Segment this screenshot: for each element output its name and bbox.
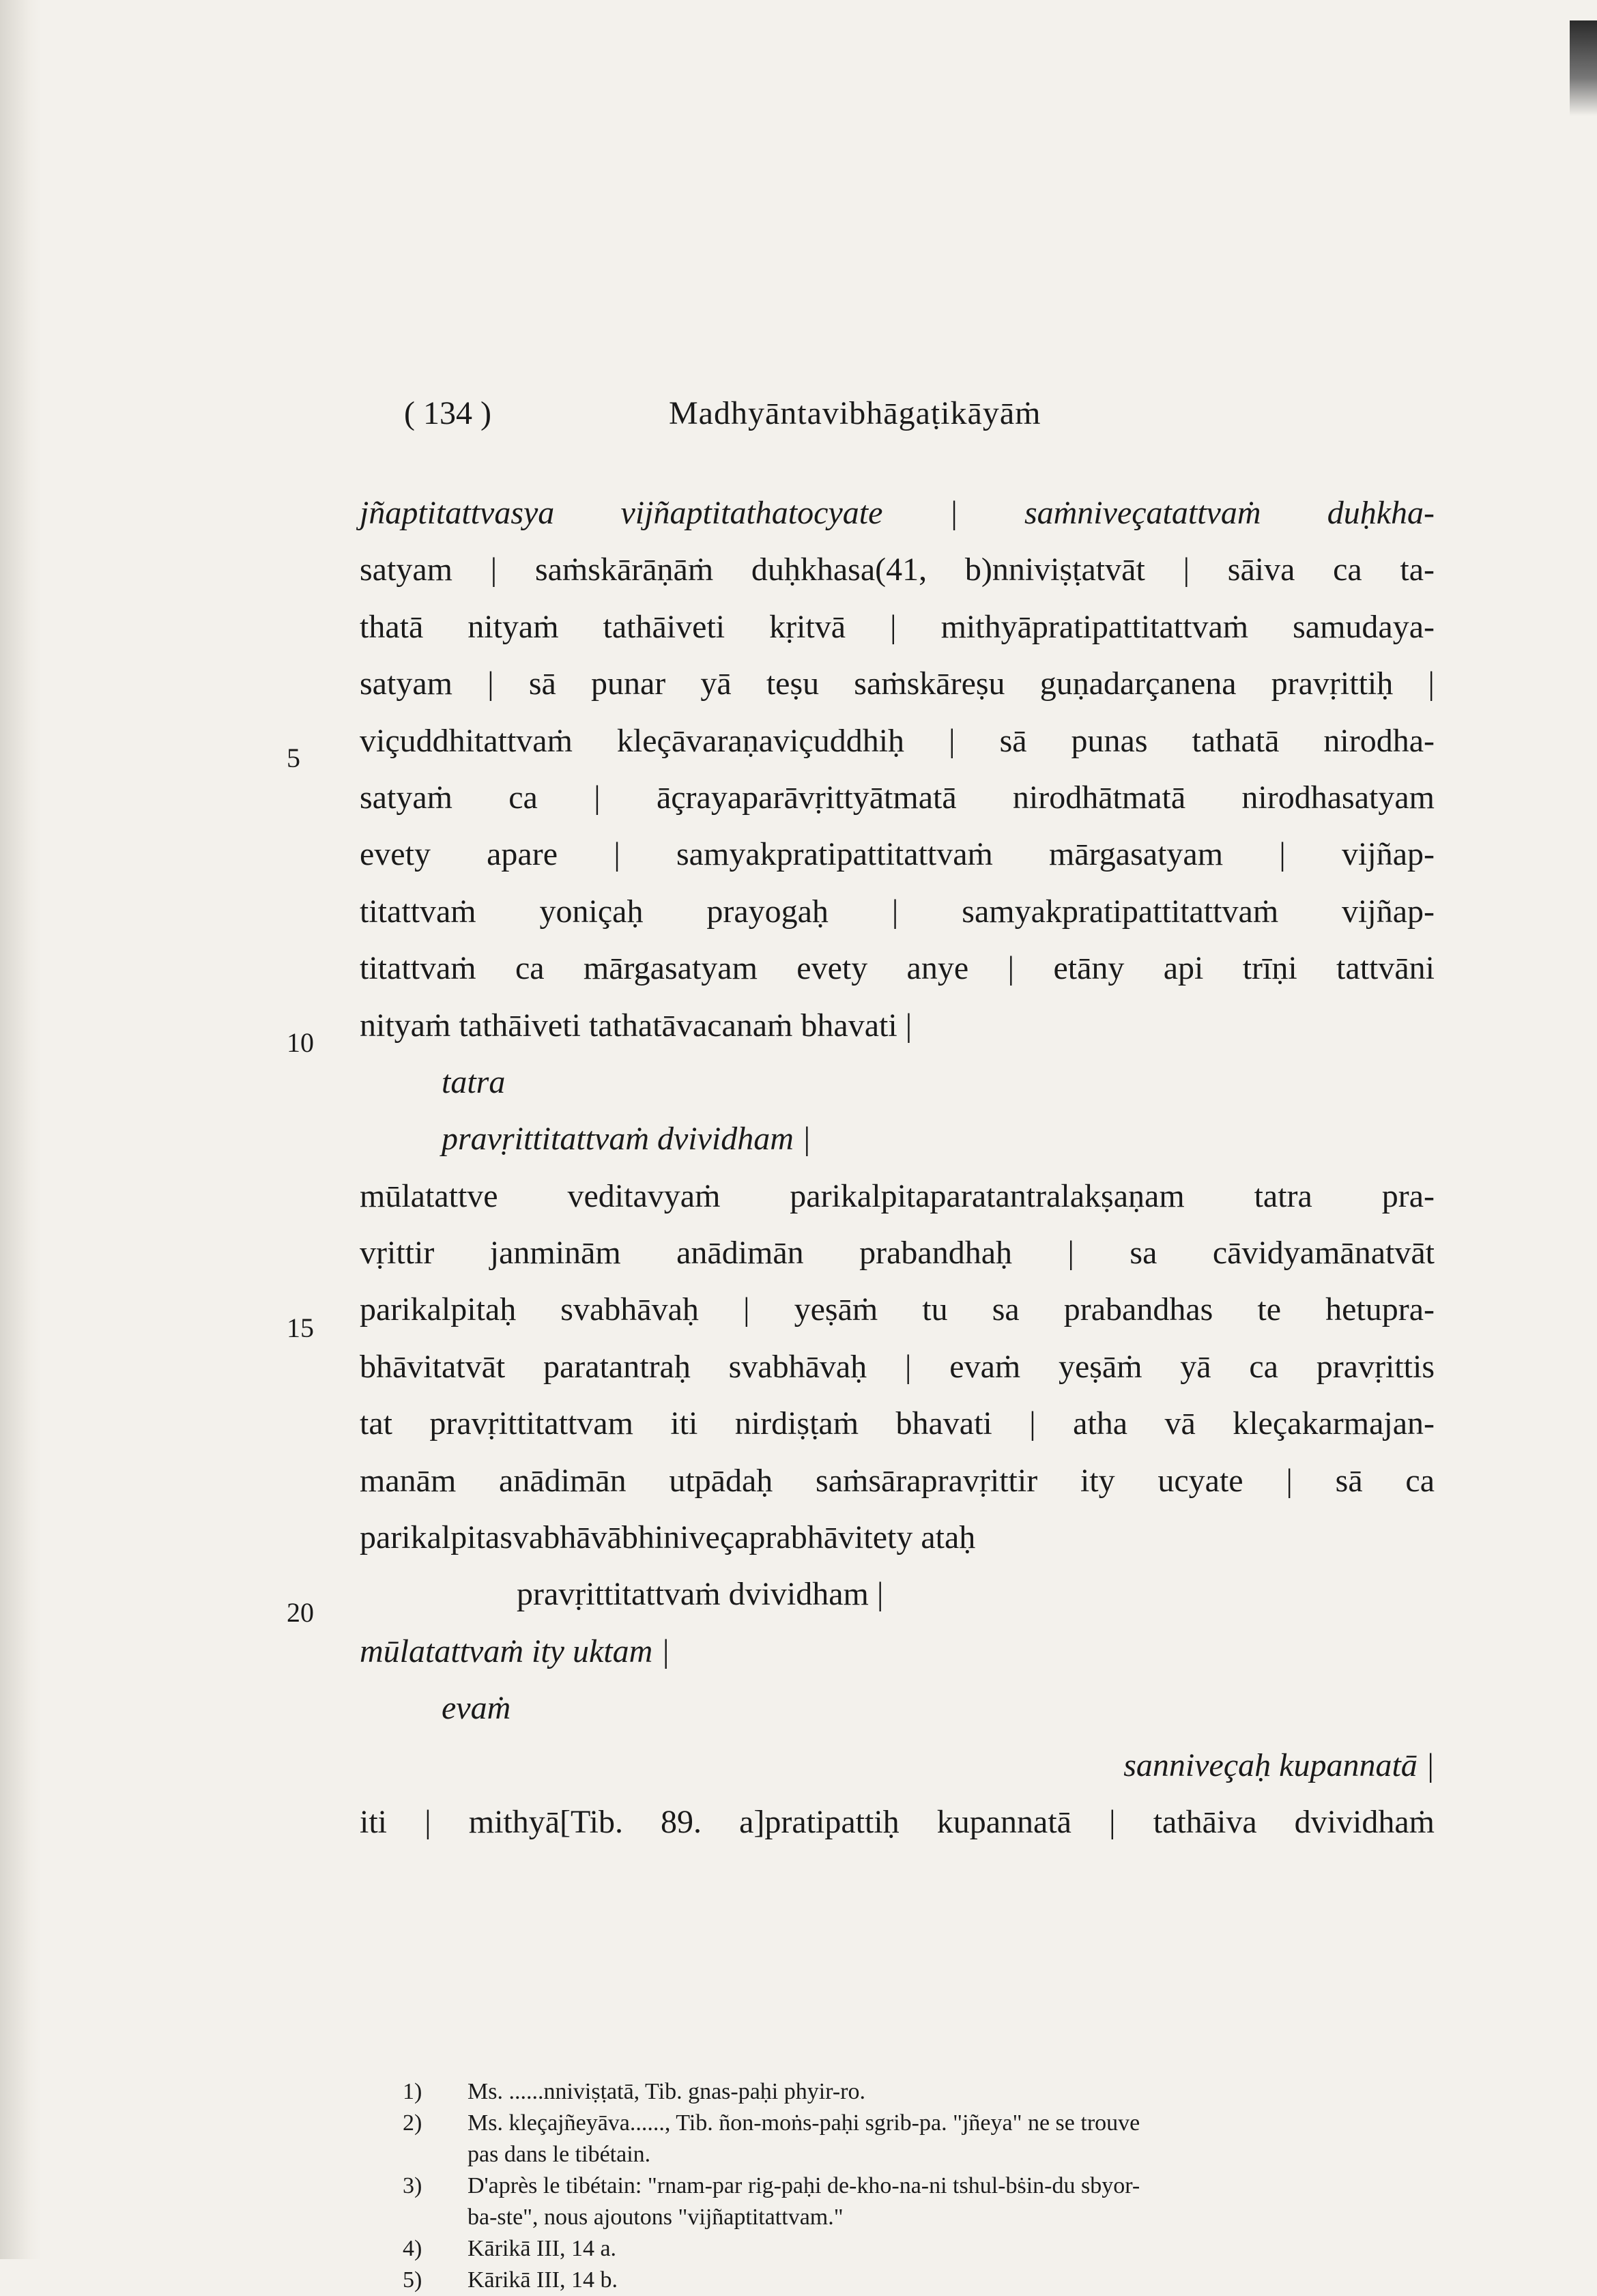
footnote-text: Kārikā III, 14 b. [467, 2267, 618, 2293]
scan-edge-shadow [0, 0, 41, 2259]
page-header [355, 394, 1310, 442]
footnote-text: D'après le tibétain: "rnam-par rig-paḥi de-kho-na-ni tshul-bṡin-du sbyor- [467, 2173, 1140, 2198]
line-number: 10 [287, 1027, 314, 1058]
footnote-number: 4) [403, 2236, 422, 2261]
text-line: pravṛittitattvaṁ dvividham | [517, 1576, 884, 1613]
footnote-text: Ms. kleçajñeyāva......, Tib. ñon-moṅs-paḥi sgrib-pa. "jñeya" ne se trouve [467, 2110, 1140, 2136]
page-number: ( 134 ) [404, 395, 491, 431]
footnote [403, 2170, 1433, 2202]
line-number: 5 [287, 743, 300, 773]
text-line: satyam | saṁskārāṇāṁ duḥkhasa(41, b)nniviṣṭatvāt | sāiva ca ta- [360, 551, 1435, 588]
text-line: thatā nityaṁ tathāiveti kṛitvā | mithyāpratipattitattvaṁ samudaya- [360, 608, 1435, 645]
text-line: mūlatattvaṁ ity uktam | [360, 1633, 670, 1669]
scan-corner-mark [1570, 20, 1597, 116]
text-line: bhāvitatvāt paratantraḥ svabhāvaḥ | evaṁ yeṣāṁ yā ca pravṛittis [360, 1348, 1435, 1385]
footnote-text: Kārikā III, 14 a. [467, 2236, 617, 2261]
footnote-number: 2) [403, 2110, 422, 2136]
text-line: parikalpitaḥ svabhāvaḥ | yeṣāṁ tu sa prabandhas te hetupra- [360, 1291, 1435, 1328]
footnotes [403, 2076, 1433, 2296]
footnote [403, 2233, 1433, 2265]
text-line: sanniveçaḥ kupannatā | [1123, 1747, 1435, 1783]
line-number: 15 [287, 1312, 314, 1343]
footnote-continuation: pas dans le tibétain. [467, 2142, 651, 2167]
text-line: vṛittir janminām anādimān prabandhaḥ | sa cāvidyamānatvāt [360, 1235, 1435, 1272]
text-line: parikalpitasvabhāvābhiniveçaprabhāvitety ataḥ [360, 1519, 976, 1556]
body-text [360, 485, 1435, 1850]
text-line: evaṁ [442, 1690, 511, 1727]
text-line: manām anādimān utpādaḥ saṁsārapravṛittir ity ucyate | sā ca [360, 1462, 1435, 1499]
text-line: satyaṁ ca | āçrayaparāvṛittyātmatā nirodhātmatā nirodhasatyam [360, 779, 1435, 816]
footnote-number: 1) [403, 2079, 422, 2104]
footnote-number: 5) [403, 2267, 422, 2293]
text-line: tatra [442, 1063, 506, 1100]
footnote-continuation: ba-ste", nous ajoutons "vijñaptitattvam." [467, 2205, 844, 2230]
footnote [403, 2108, 1433, 2139]
text-line: evety apare | samyakpratipattitattvaṁ mārgasatyam | vijñap- [360, 836, 1435, 873]
footnote [403, 2076, 1433, 2108]
text-line: jñaptitattvasya vijñaptitathatocyate | saṁniveçatattvaṁ duḥkha- [360, 495, 1435, 531]
text-line: pravṛittitattvaṁ dvividham | [442, 1121, 811, 1158]
text-line: satyam | sā punar yā teṣu saṁskāreṣu guṇadarçanena pravṛittiḥ | [360, 665, 1435, 702]
footnote-number: 3) [403, 2173, 422, 2198]
footnote [403, 2265, 1433, 2296]
footnote-text: Ms. ......nniviṣṭatā, Tib. gnas-paḥi phyir-ro. [467, 2079, 865, 2104]
text-line: viçuddhitattvaṁ kleçāvaraṇaviçuddhiḥ | sā punas tathatā nirodha- [360, 722, 1435, 759]
text-line: iti | mithyā[Tib. 89. a]pratipattiḥ kupannatā | tathāiva dvividhaṁ [360, 1803, 1435, 1840]
text-line: mūlatattve veditavyaṁ parikalpitaparatantralakṣaṇam tatra pra- [360, 1177, 1435, 1214]
running-title: Madhyāntavibhāgaṭikāyāṁ [669, 395, 1041, 431]
text-line: tat pravṛittitattvam iti nirdiṣṭaṁ bhavati | atha vā kleçakarmajan- [360, 1405, 1435, 1442]
text-line: nityaṁ tathāiveti tathatāvacanaṁ bhavati | [360, 1007, 912, 1044]
text-line: titattvaṁ yoniçaḥ prayogaḥ | samyakpratipattitattvaṁ vijñap- [360, 893, 1435, 930]
text-line: titattvaṁ ca mārgasatyam evety anye | etāny api trīṇi tattvāni [360, 950, 1435, 987]
line-number: 20 [287, 1597, 314, 1628]
